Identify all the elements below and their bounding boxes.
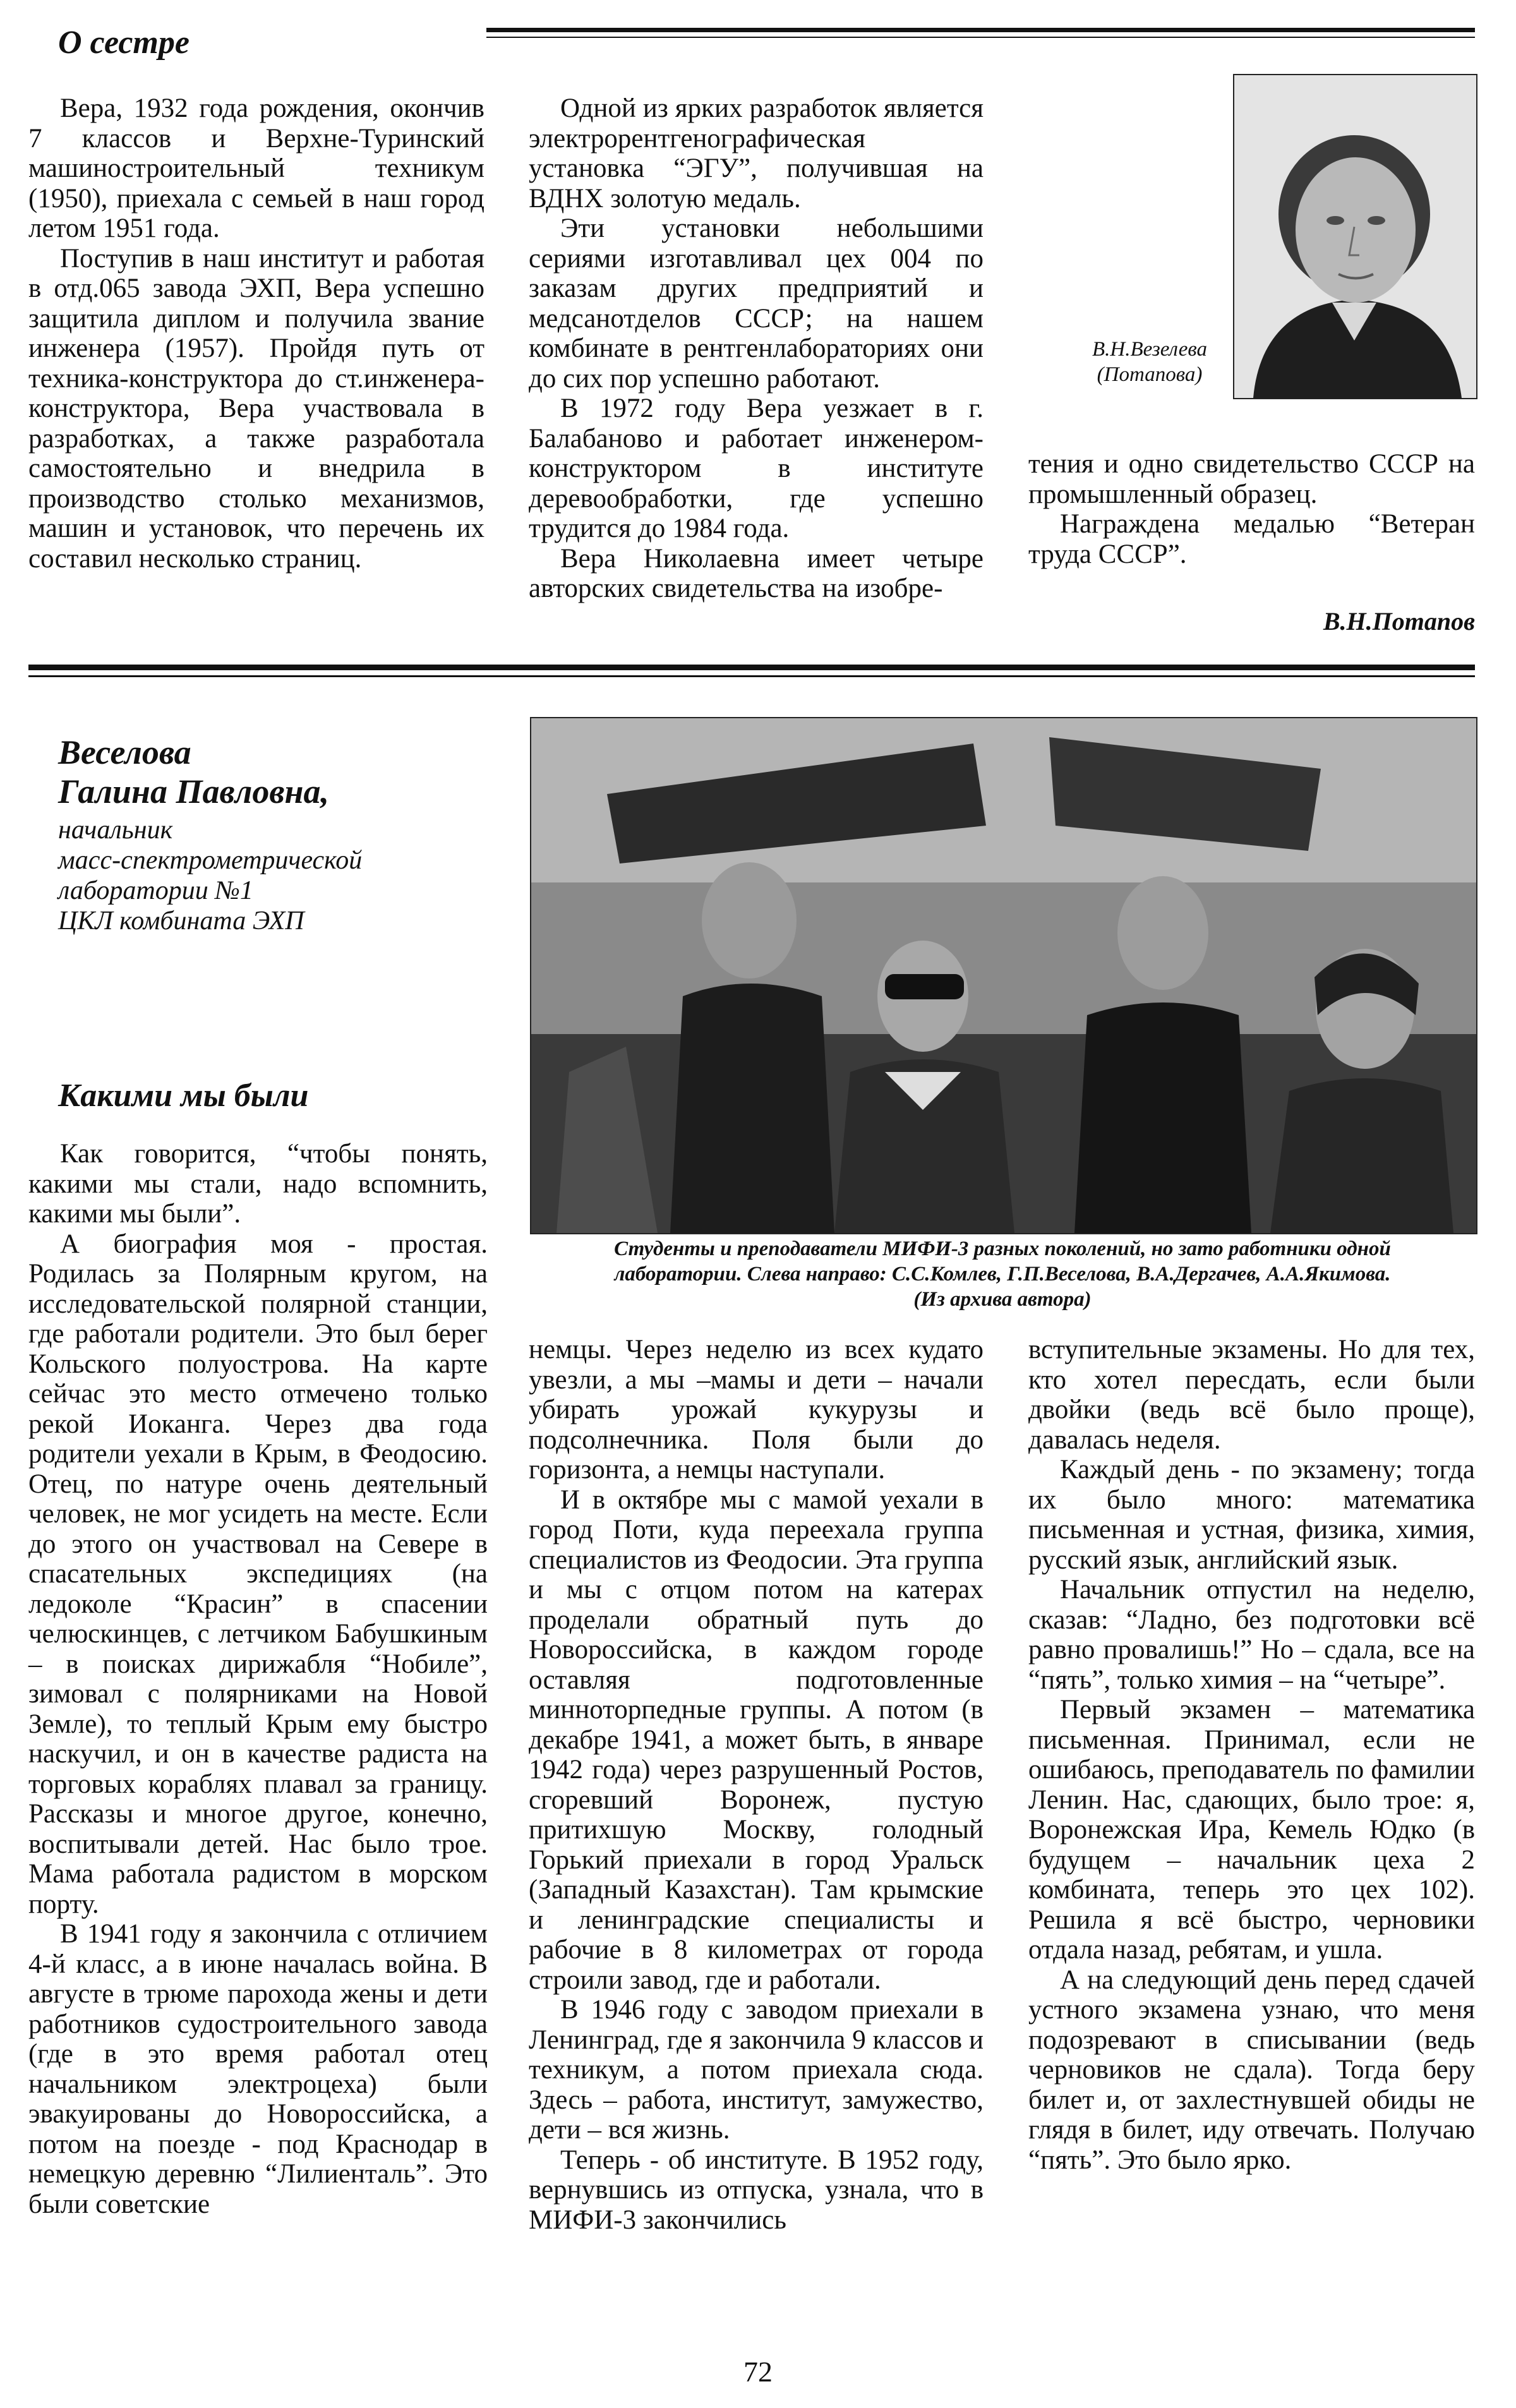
paragraph: А на следующий день перед сдачей устного экзамена узнаю, что меня подозревают в списывании (ведь черновиков не сдала). Тогда беру билет и, от захлестнувшей обиды не глядя в билет, иду отвечать. Получаю “пять”. Это было ярко. bbox=[1028, 1965, 1475, 2175]
page-number: 72 bbox=[743, 2356, 773, 2388]
signature: В.Н.Потапов bbox=[1323, 607, 1475, 635]
article-heading: Какими мы были bbox=[58, 1078, 309, 1114]
paragraph: В 1941 году я закончила с отличием 4-й класс, а в июне началась война. В августе в трюме парохода жены и дети работников судостроительного завода (где в это время работал отец начальником электроцеха) были эвакуированы до Новороссийска, а потом на поезде - под Краснодар в немецкую деревню “Лилиенталь”. Это были советские bbox=[28, 1919, 488, 2219]
article-column-3 bbox=[1028, 1335, 1475, 2175]
article-column-1 bbox=[28, 1139, 488, 2219]
paragraph: Поступив в наш институт и работая в отд.065 завода ЭХП, Вера успешно защитила диплом и получила звание инженера (1957). Пройдя путь от техника-конструктора до ст.инженера-конструктора, Вера участвовала в разработках, а также разработала самостоятельно и внедрила в производство столько механизмов, машин и установок, что перечень их составил несколько страниц. bbox=[28, 243, 484, 574]
top-column-3 bbox=[1028, 449, 1475, 569]
paragraph: немцы. Через неделю из всех кудато увезли, а мы –мамы и дети – начали убирать урожай кукурузы и подсолнечника. Поля были до горизонта, а немцы наступали. bbox=[529, 1335, 984, 1484]
portrait-caption-name: В.Н.Везелева bbox=[1092, 338, 1207, 361]
portrait-photo bbox=[1233, 74, 1477, 399]
author-position-line: ЦКЛ комбината ЭХП bbox=[58, 906, 304, 936]
author-position bbox=[58, 815, 362, 936]
paragraph: А биография моя - простая. Родилась за Полярным кругом, на исследовательской полярной станции, где работали родители. Это был берег Кольского полуострова. На карте сейчас это место отмечено только рекой Иоканга. Через два года родители уехали в Крым, в Феодосию. Отец, по натуре очень деятельный человек, не мог усидеть на месте. Если до этого он участвовал на Севере в спасательных экспедициях (на ледоколе “Красин” в спасении челюскинцев, с летчиком Бабушкиным – в поисках дирижабля “Нобиле”, зимовал с полярниками на Новой Земле), то теплый Крым ему быстро наскучил, и он в качестве радиста на торговых кораблях плавал за границу. Рассказы и многое другое, конечно, воспитывали детей. Нас было трое. Мама работала радистом в морском порту. bbox=[28, 1229, 488, 1919]
header-rule-thin bbox=[486, 37, 1475, 38]
portrait-caption-maiden: (Потапова) bbox=[1097, 363, 1203, 386]
paragraph: вступительные экзамены. Но для тех, кто хотел пересдать, если были двойки (ведь всё было проще), давалась неделя. bbox=[1028, 1335, 1475, 1455]
top-column-1 bbox=[28, 93, 484, 574]
author-position-line: начальник bbox=[58, 816, 173, 845]
paragraph: Каждый день - по экзамену; тогда их было много: математика письменная и устная, физика, химия, русский язык, английский язык. bbox=[1028, 1455, 1475, 1575]
article-column-2 bbox=[529, 1335, 984, 2235]
author-position-line: лаборатории №1 bbox=[58, 876, 253, 905]
photo-caption-source: (Из архива автора) bbox=[913, 1288, 1092, 1311]
section-separator-thin bbox=[28, 675, 1475, 677]
portrait-image bbox=[1234, 75, 1476, 398]
paragraph: Одной из ярких разработок является электрорентгенографическая установка “ЭГУ”, получившая на ВДНХ золотую медаль. bbox=[529, 93, 984, 214]
paragraph: тения и одно свидетельство СССР на промышленный образец. bbox=[1028, 449, 1475, 509]
paragraph: Начальник отпустил на неделю, сказав: “Ладно, без подготовки всё равно провалишь!” Но – сдала, все на “пять”, только химия – на “четыре”. bbox=[1028, 1575, 1475, 1695]
group-photo-image bbox=[531, 718, 1476, 1233]
paragraph: Эти установки небольшими сериями изготавливал цех 004 по заказам других предприятий и медсанотделов СССР; на нашем комбинате в рентгенлабораториях они до сих пор успешно работают. bbox=[529, 214, 984, 394]
section-separator bbox=[28, 665, 1475, 670]
photo-caption-line: Студенты и преподаватели МИФИ-3 разных поколений, но зато работники одной bbox=[614, 1237, 1391, 1260]
photo-caption-line: лаборатории. Слева направо: С.С.Комлев, Г.П.Веселова, В.А.Дергачев, А.А.Якимова. bbox=[614, 1263, 1391, 1285]
author-given-names: Галина Павловна, bbox=[58, 773, 329, 810]
header-rule bbox=[486, 28, 1475, 32]
section-heading-sister: О сестре bbox=[58, 25, 190, 61]
paragraph: Первый экзамен – математика письменная. Принимал, если не ошибаюсь, преподаватель по фамилии Ленин. Нас, сдающих, было трое: я, Воронежская Ира, Кемель Юдко (в будущем – начальник цеха 2 комбината, теперь это цех 102). Решила я всё быстро, черновики отдала назад, ребятам, и ушла. bbox=[1028, 1695, 1475, 1965]
author-position-line: масс-спектрометрической bbox=[58, 846, 363, 875]
paragraph: Вера Николаевна имеет четыре авторских свидетельства на изобре- bbox=[529, 543, 984, 603]
paragraph: В 1972 году Вера уезжает в г. Балабаново и работает инженером-конструктором в институте деревообработки, где успешно трудится до 1984 года. bbox=[529, 394, 984, 543]
paragraph: Как говорится, “чтобы понять, какими мы стали, надо вспомнить, какими мы были”. bbox=[28, 1139, 488, 1229]
group-photo bbox=[530, 717, 1477, 1234]
paragraph: Награждена медалью “Ветеран труда СССР”. bbox=[1028, 509, 1475, 569]
author-surname: Веселова bbox=[58, 733, 191, 771]
paragraph: И в октябре мы с мамой уехали в город Поти, куда переехала группа специалистов из Феодосии. Эта группа и мы с отцом потом на катерах проделали обратный путь до Новороссийска, в каждом городе оставляя подготовленные минноторпедные группы. А потом (в декабре 1941, а может быть, в январе 1942 года) через разрушенный Ростов, сгоревший Воронеж, пустую притихшую Москву, голодный Горький приехали в город Уральск (Западный Казахстан). Там крымские и ленинградские специалисты и рабочие в 8 километрах от города строили завод, где и работали. bbox=[529, 1484, 984, 1995]
top-column-2 bbox=[529, 93, 984, 604]
paragraph: В 1946 году с заводом приехали в Ленинград, где я закончила 9 классов и техникум, а потом приехала сюда. Здесь – работа, институт, замужество, дети – вся жизнь. bbox=[529, 1995, 984, 2145]
paragraph: Вера, 1932 года рождения, окончив 7 классов и Верхне-Туринский машиностроительный техникум (1950), приехала с семьей в наш город летом 1951 года. bbox=[28, 93, 484, 243]
paragraph: Теперь - об институте. В 1952 году, вернувшись из отпуска, узнала, что в МИФИ-3 закончились bbox=[529, 2145, 984, 2235]
